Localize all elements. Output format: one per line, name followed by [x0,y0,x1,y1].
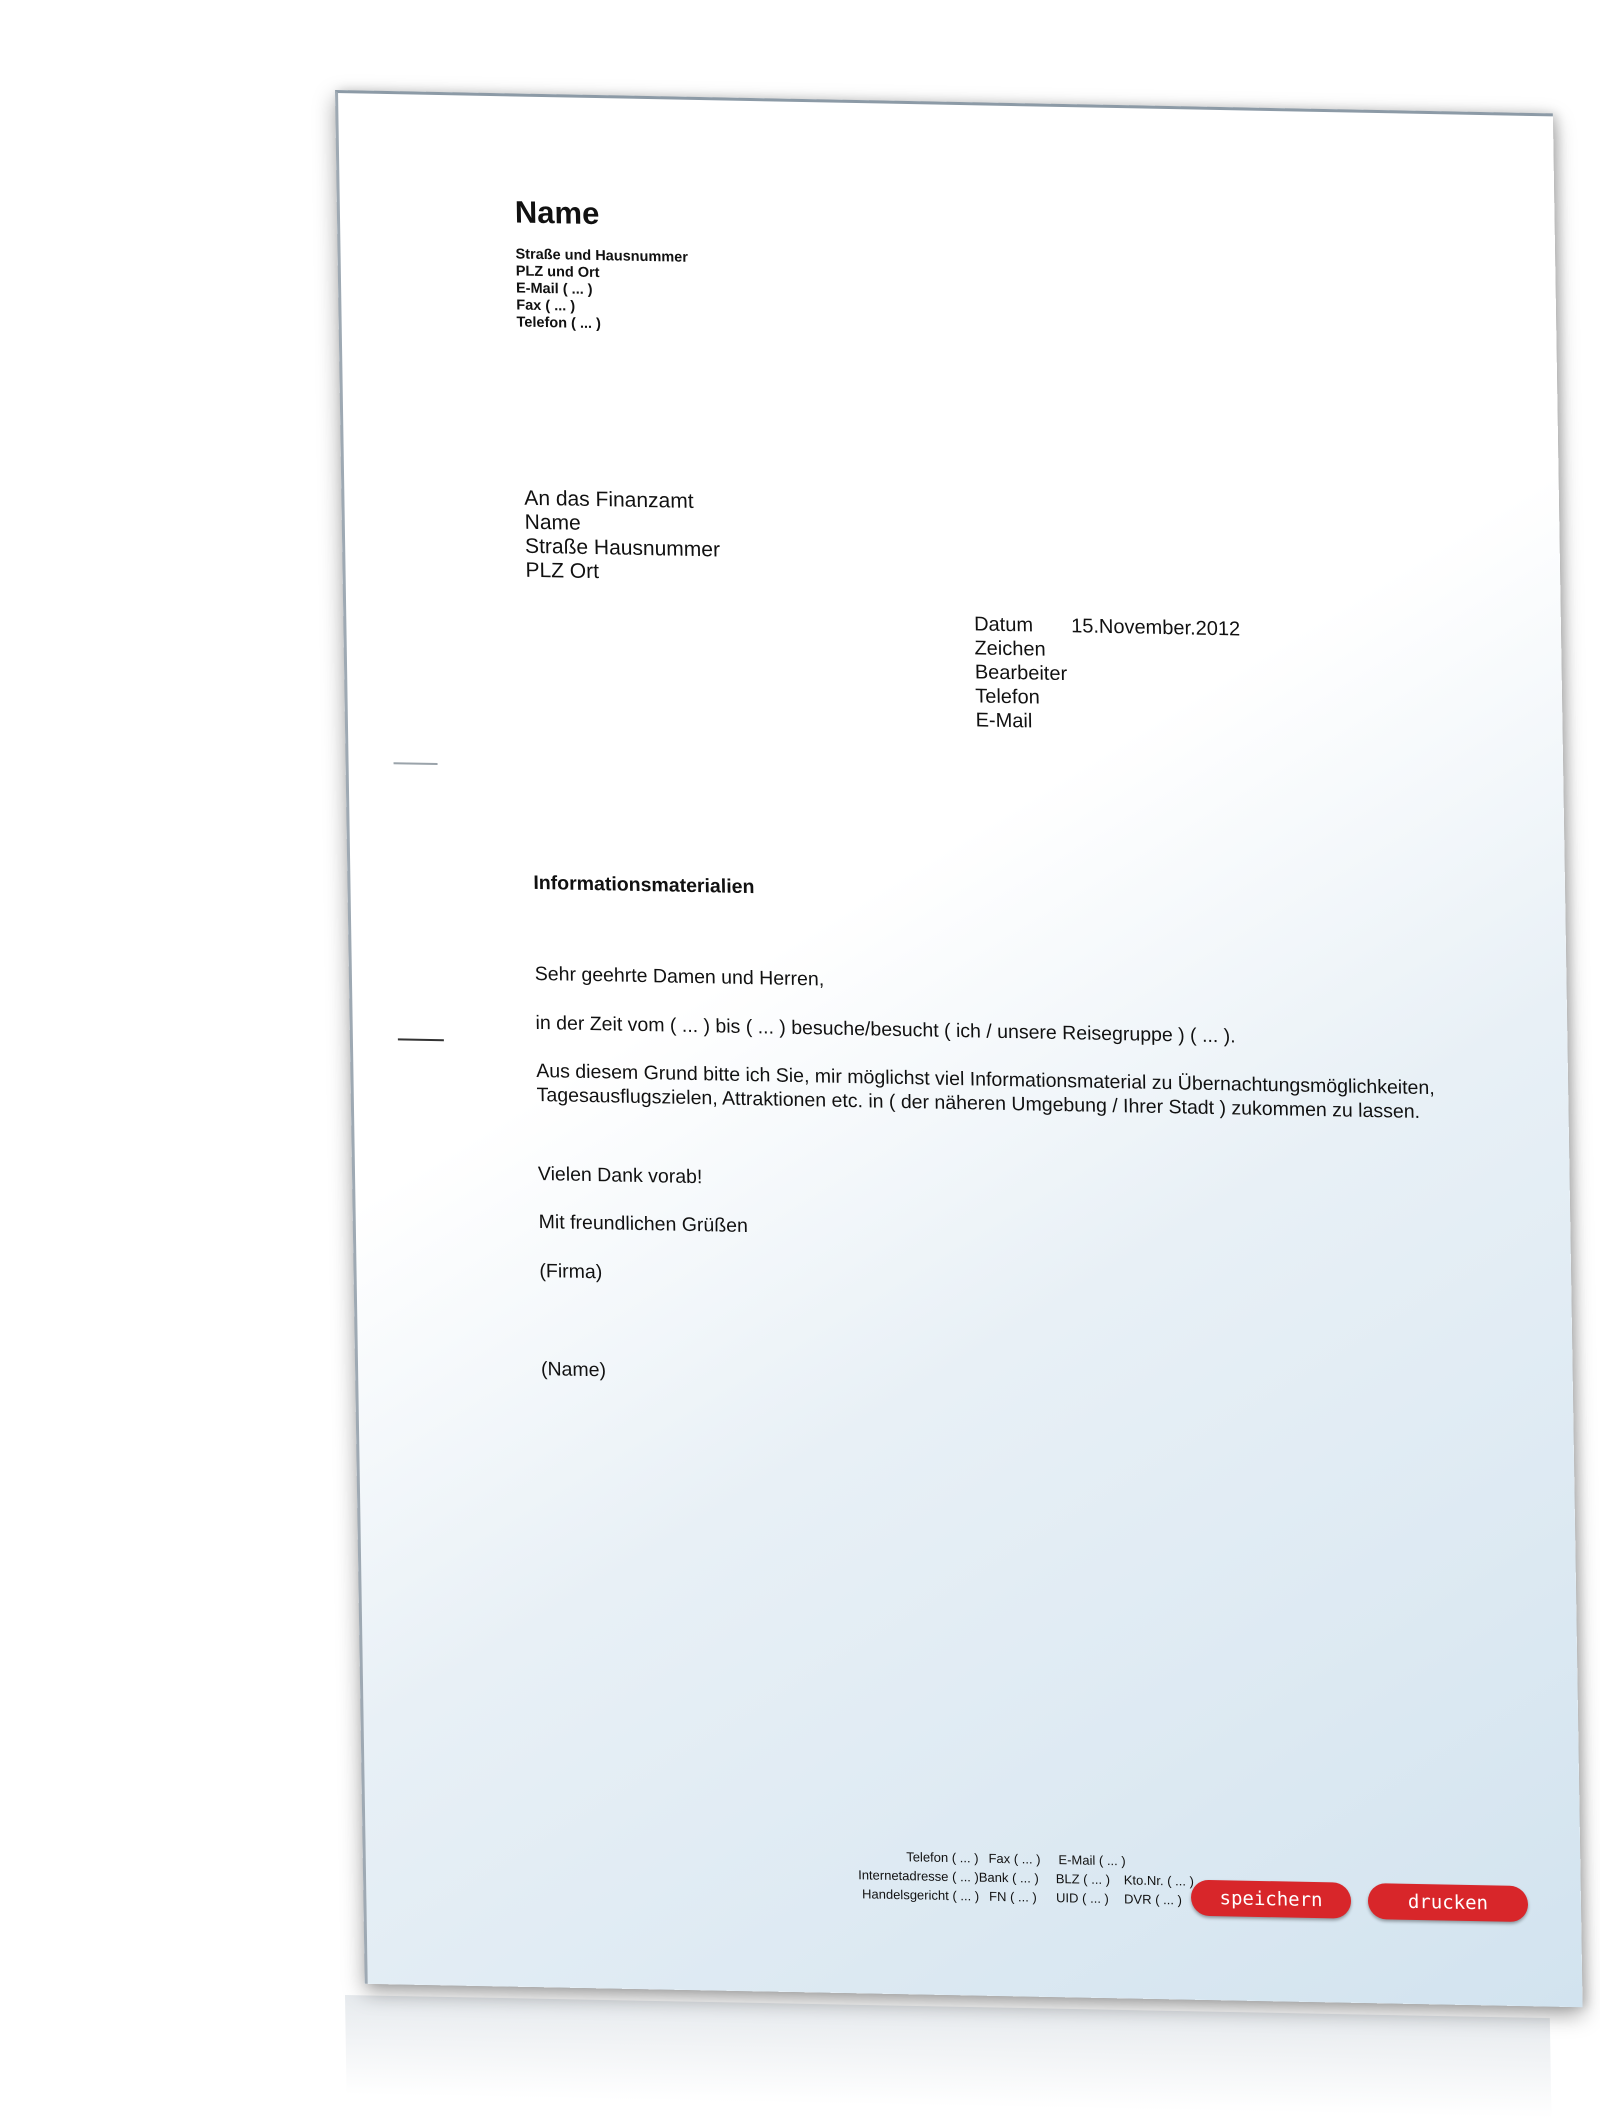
sender-fax: Fax ( ... ) [516,297,576,315]
recipient-line-3: Straße Hausnummer [524,534,721,562]
footer-account: Kto.Nr. ( ... ) [1123,1872,1194,1889]
sender-phone: Telefon ( ... ) [516,314,602,333]
footer-bank: Bank ( ... ) [978,1869,1039,1886]
save-button[interactable]: speichern [1191,1880,1352,1919]
letter-subject: Informationsmaterialien [533,871,755,899]
footer-blz: BLZ ( ... ) [1055,1871,1111,1888]
sender-street: Straße und Hausnummer [515,246,689,266]
sender-email: E-Mail ( ... ) [515,280,593,298]
letter-page [335,90,1583,2007]
footer-court: Handelsgericht ( ... ) [861,1886,980,1904]
letter-thanks: Vielen Dank vorab! [537,1163,703,1189]
footer-fn: FN ( ... ) [988,1888,1037,1905]
footer-email: E-Mail ( ... ) [1058,1852,1126,1869]
fold-mark-lower [398,1038,444,1041]
letter-salutation: Sehr geehrte Damen und Herren, [534,962,825,991]
sender-name: Name [514,194,600,232]
meta-label-phone: Telefon [975,685,1040,709]
fold-mark-upper [394,762,438,765]
footer-website: Internetadresse ( ... ) [858,1867,979,1885]
meta-label-clerk: Bearbeiter [974,661,1068,686]
meta-label-reference: Zeichen [974,637,1046,661]
meta-date-value: 15.November.2012 [1070,615,1241,641]
letter-signature-name: (Name) [540,1358,607,1382]
recipient-line-2: Name [524,510,581,535]
meta-label-email: E-Mail [975,709,1033,733]
letter-closing: Mit freundlichen Grüßen [538,1211,749,1238]
letter-paragraph-1: in der Zeit vom ( ... ) bis ( ... ) besuche/besucht ( ich / unsere Reisegruppe ) ( ... ). [535,1011,1236,1048]
letter-company: (Firma) [539,1260,603,1284]
footer-uid: UID ( ... ) [1055,1890,1109,1907]
sender-city: PLZ und Ort [515,263,600,282]
footer-dvr: DVR ( ... ) [1123,1891,1182,1908]
recipient-line-4: PLZ Ort [525,558,600,584]
letter-paragraph-2: Aus diesem Grund bitte ich Sie, mir möglichst viel Informationsmaterial zu Übernachtungsmöglichkeiten, Tagesausflugszielen, Attraktionen etc. in ( der näheren Umgebung / Ihrer Stadt ) zukommen zu lassen. [536,1059,1435,1123]
meta-label-date: Datum [973,613,1034,637]
footer-phone: Telefon ( ... ) [906,1849,979,1866]
footer-fax: Fax ( ... ) [988,1850,1041,1867]
recipient-line-1: An das Finanzamt [524,486,694,513]
print-button[interactable]: drucken [1368,1883,1529,1922]
